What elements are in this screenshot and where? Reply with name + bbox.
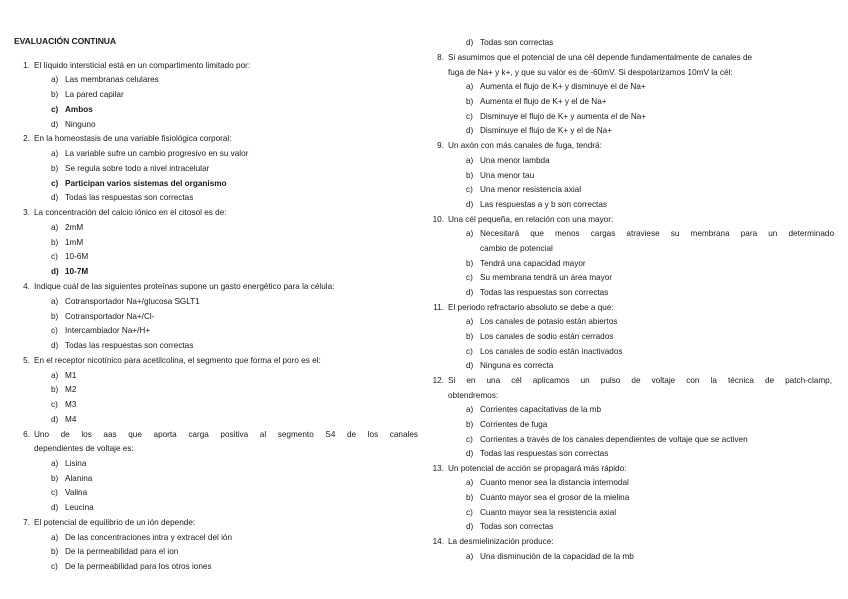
option: b) Aumenta el flujo de K+ y el de Na+ [466,97,607,106]
option: a) De las concentraciones intra y extracel del ión [51,533,233,542]
option: d) Todas son correctas [466,38,554,47]
question-8: 8. Si asumimos que el potencial de una cél depende fundamentalmente de canales de [437,53,753,62]
option: c) Valina [51,488,88,497]
question-12-cont: obtendremos: [448,391,499,400]
option: d) M4 [51,415,77,424]
option: d) Todas las respuestas son correctas [51,193,194,202]
option: c) Intercambiador Na+/H+ [51,326,151,335]
option: c) 10-6M [51,252,89,261]
option-correct: c) Participan varios sistemas del organismo [51,179,227,188]
option: d) Las respuestas a y b son correctas [466,200,607,209]
option: c) Disminuye el flujo de K+ y aumenta el de Na+ [466,112,647,121]
question-6: 6. Uno de los aas que aporta carga positiva al segmento S4 de los canales [23,430,418,439]
option: a) Una menor lambda [466,156,550,165]
option: d) Todas las respuestas son correctas [466,288,609,297]
option: b) La pared capilar [51,90,124,99]
option: d) Disminuye el flujo de K+ y el de Na+ [466,126,612,135]
option: a) 2mM [51,223,84,232]
question-11: 11. El periodo refractario absoluto se debe a que: [433,303,614,312]
option: b) De la permeabilidad para el ion [51,547,179,556]
option: c) Su membrana tendrá un área mayor [466,273,612,282]
option: d) Todas las respuestas son correctas [51,341,194,350]
option: a) Lisina [51,459,87,468]
question-10: 10. Una cél pequeña, en relación con una mayor: [432,215,614,224]
question-4: 4. Indique cuál de las siguientes proteínas supone un gasto energético para la célula: [23,282,335,291]
question-14: 14. La desmielinización produce: [432,537,554,546]
option: a) Aumenta el flujo de K+ y disminuye el de Na+ [466,82,646,91]
page-title: EVALUACIÓN CONTINUA [14,36,117,46]
option: b) M2 [51,385,77,394]
option: a) Cuanto menor sea la distancia internodal [466,478,629,487]
option: d) Ninguno [51,120,96,129]
option-correct: c) Ambos [51,105,93,114]
option: d) Todas son correctas [466,522,554,531]
option-cont: cambio de potencial [480,244,553,253]
option-correct: d) 10-7M [51,267,89,276]
option: a) La variable sufre un cambio progresivo en su valor [51,149,249,158]
question-13: 13. Un potencial de acción se propagará más rápido: [432,464,627,473]
option: a) Las membranas celulares [51,75,159,84]
option: b) Los canales de sodio están cerrados [466,332,614,341]
option: c) Cuanto mayor sea la resistencia axial [466,508,617,517]
option: a) Los canales de potasio están abiertos [466,317,618,326]
option: b) Se regula sobre todo a nivel intracelular [51,164,210,173]
option: d) Ninguna es correcta [466,361,554,370]
option: c) Los canales de sodio están inactivados [466,347,623,356]
question-9: 9. Un axón con más canales de fuga, tendrá: [437,141,602,150]
option: a) Corrientes capacitativas de la mb [466,405,602,414]
option: b) Cotransportador Na+/Cl- [51,312,155,321]
option: a) Necesitará que menos cargas atraviese su membrana para un determinado [466,229,834,238]
option: b) Cuanto mayor sea el grosor de la mielina [466,493,630,502]
question-5: 5. En el receptor nicotínico para acetilcolina, el segmento que forma el poro es el: [23,356,321,365]
option: c) Una menor resistencia axial [466,185,582,194]
option: b) 1mM [51,238,84,247]
option: b) Una menor tau [466,171,535,180]
option: c) M3 [51,400,77,409]
option: a) Una disminución de la capacidad de la mb [466,552,634,561]
question-12: 12. Si en una cél aplicamos un pulso de voltaje con la técnica de patch-clamp, [432,376,832,385]
question-7: 7. El potencial de equilibrio de un ión depende: [23,518,196,527]
option: d) Todas las respuestas son correctas [466,449,609,458]
option: b) Tendrá una capacidad mayor [466,259,586,268]
option: a) M1 [51,371,77,380]
option: c) De la permeabilidad para los otros iones [51,562,212,571]
option: c) Corrientes a través de los canales dependientes de voltaje que se activen [466,435,748,444]
question-6-cont: dependientes de voltaje es: [34,444,134,453]
option: d) Leucina [51,503,94,512]
question-2: 2. En la homeostasis de una variable fisiológica corporal: [23,134,232,143]
option: b) Corrientes de fuga [466,420,548,429]
question-1: 1. El líquido intersticial está en un compartimento limitado por: [23,61,251,70]
question-3: 3. La concentración del calcio iónico en el citosol es de: [23,208,227,217]
question-8-cont: fuga de Na+ y k+, y que su valor es de -60mV. Si despolarizamos 10mV la cél: [448,68,733,77]
option: a) Cotransportador Na+/glucosa SGLT1 [51,297,200,306]
option: b) Alanina [51,474,93,483]
